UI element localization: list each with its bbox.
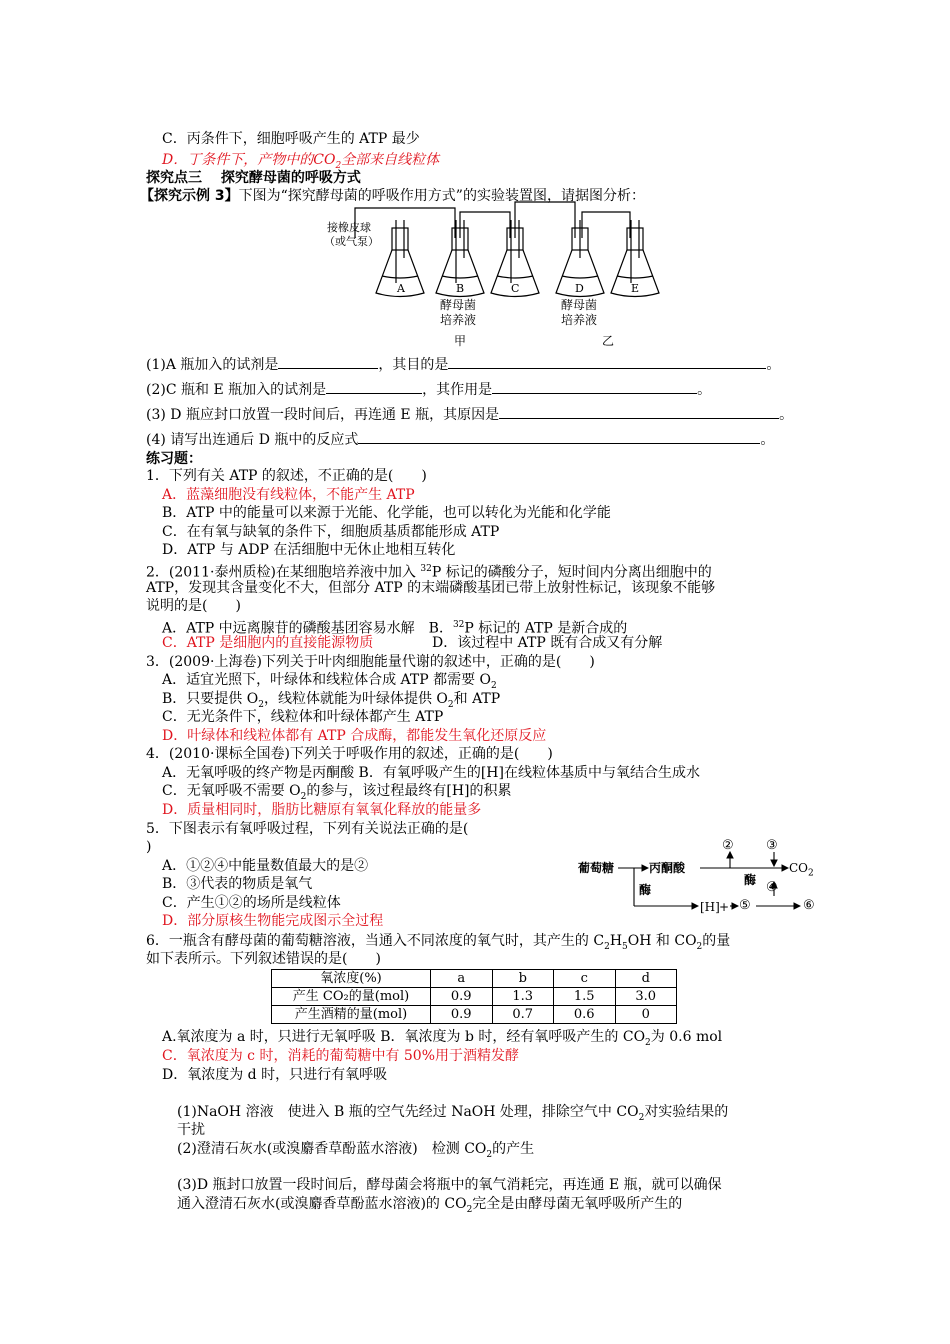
p6-ab-text: A.氧浓度为 a 时，只进行无氧呼吸 B．氧浓度为 b 时，经有氧呼吸产生的 CO bbox=[162, 1029, 646, 1045]
p5-option-c: C．产生①②的场所是线粒体 bbox=[162, 895, 341, 911]
diagram-co2 bbox=[789, 859, 814, 882]
p6-stem-1a: 6．一瓶含有酵母菌的葡萄糖溶液，当通入不同浓度的氧气时，其产生的 C bbox=[146, 933, 605, 949]
answer-3-line-1: (3)D 瓶封口放置一段时间后，酵母菌会将瓶中的氧气消耗完，再连通 E 瓶，就可以确保 bbox=[177, 1177, 722, 1193]
yeast-label-1: 酵母菌 bbox=[440, 298, 477, 312]
diagram-circle-2: ② bbox=[722, 838, 734, 853]
co2-text: CO bbox=[313, 152, 336, 168]
p4-option-d: D．质量相同时，脂肪比糖原有氧氧化释放的能量多 bbox=[162, 802, 482, 818]
p2-option-c: C．ATP 是细胞内的直接能源物质 bbox=[162, 635, 374, 651]
p5-stem-2: ) bbox=[146, 839, 152, 855]
p3-b2: ，线粒体就能为叶绿体提供 O bbox=[263, 691, 448, 707]
p4-c1: C．无氧呼吸不需要 O bbox=[162, 783, 301, 799]
option-c-top: C．丙条件下，细胞呼吸产生的 ATP 最少 bbox=[162, 131, 420, 147]
p1-stem: 1．下列有关 ATP 的叙述，不正确的是( ) bbox=[146, 468, 427, 484]
table-cell: 产生 CO₂的量(mol) bbox=[272, 988, 431, 1006]
p1-option-c: C．在有氧与缺氧的条件下，细胞质基质都能形成 ATP bbox=[162, 524, 500, 540]
p3-option-a-text: A．适宜光照下，叶绿体和线粒体合成 ATP 都需要 O bbox=[162, 672, 492, 688]
answer-1-line-1 bbox=[177, 1103, 728, 1127]
diagram-circle-5: ⑤ bbox=[739, 898, 751, 913]
diagram-enzyme-1: 酶 bbox=[639, 883, 652, 897]
p1-option-b: B．ATP 中的能量可以来源于光能、化学能，也可以转化为光能和化学能 bbox=[162, 505, 611, 521]
p5-option-d: D．部分原核生物能完成图示全过程 bbox=[162, 913, 384, 929]
q4-blank[interactable] bbox=[358, 430, 760, 444]
diagram-glucose: 葡萄糖 bbox=[578, 861, 615, 875]
p6-sub-a: 2 bbox=[604, 941, 610, 952]
table-row bbox=[272, 1006, 677, 1024]
p1-option-a: A．蓝藻细胞没有线粒体，不能产生 ATP bbox=[162, 487, 415, 503]
p5-stem-1: 5．下图表示有氧呼吸过程，下列有关说法正确的是( bbox=[146, 821, 469, 837]
section-title: 探究点三 探究酵母菌的呼吸方式 bbox=[146, 170, 361, 186]
question-1 bbox=[146, 355, 780, 374]
answer-2 bbox=[177, 1140, 534, 1164]
bottle-label-c: C bbox=[511, 282, 520, 295]
answer-2a: (2)澄清石灰水(或溴麝香草酚蓝水溶液) 检测 CO bbox=[177, 1141, 487, 1157]
practice-title: 练习题： bbox=[146, 451, 202, 467]
p3-option-c: C．无光条件下，线粒体和叶绿体都产生 ATP bbox=[162, 709, 444, 725]
p6-ab-text-2: 为 0.6 mol bbox=[650, 1029, 723, 1045]
group-jia: 甲 bbox=[454, 334, 467, 348]
q2-text-a: (2)C 瓶和 E 瓶加入的试剂是 bbox=[146, 382, 327, 398]
diagram-circle-4: ④ bbox=[766, 880, 778, 895]
answer-2b: 的产生 bbox=[492, 1141, 535, 1157]
q1-blank-2[interactable] bbox=[448, 355, 766, 369]
q2-blank-1[interactable] bbox=[326, 380, 422, 394]
p3-b-sub2: 2 bbox=[447, 699, 454, 710]
answer-1b: 对实验结果的 bbox=[644, 1104, 729, 1120]
diagram-co2-text: CO bbox=[789, 861, 809, 875]
p6-stem-1b: H bbox=[609, 933, 623, 949]
table-cell: 1.5 bbox=[554, 988, 616, 1006]
q2-blank-2[interactable] bbox=[492, 380, 697, 394]
p3-b3: 和 ATP bbox=[453, 691, 501, 707]
table-cell: 0 bbox=[615, 1006, 677, 1024]
pump-label-1: 接橡皮球 bbox=[327, 221, 371, 234]
table-cell: 产生酒精的量(mol) bbox=[272, 1006, 431, 1024]
q1-blank-1[interactable] bbox=[278, 355, 378, 369]
table-header: a bbox=[431, 970, 493, 988]
yeast-label-2: 酵母菌 bbox=[561, 298, 598, 312]
p6-ab-sub: 2 bbox=[645, 1037, 651, 1048]
answer-3b: 完全是由酵母菌无氧呼吸所产生的 bbox=[472, 1196, 683, 1212]
p2-stem-2: ATP，发现其含量变化不大，但部分 ATP 的末端磷酸基团已带上放射性标记，该现象不能够 bbox=[146, 580, 716, 596]
example-text: 下图为“探究酵母菌的呼吸作用方式”的实验装置图，请据图分析： bbox=[238, 188, 645, 204]
answer-1-sub: 2 bbox=[638, 1112, 645, 1123]
table-header: d bbox=[615, 970, 677, 988]
p2-sup: 32 bbox=[420, 564, 432, 574]
diagram-h: [H] bbox=[700, 900, 720, 914]
p2-option-d: D．该过程中 ATP 既有合成又有分解 bbox=[432, 635, 663, 651]
answer-3-line-2 bbox=[177, 1195, 682, 1219]
p5-option-b: B．③代表的物质是氧气 bbox=[162, 876, 313, 892]
medium-label-1: 培养液 bbox=[440, 313, 477, 327]
p2-stem-3: 说明的是( ) bbox=[146, 598, 241, 614]
bottle-label-e: E bbox=[631, 282, 640, 295]
q3-end: 。 bbox=[779, 407, 794, 423]
q4-text: (4) 请写出连通后 D 瓶中的反应式 bbox=[146, 432, 359, 448]
question-4 bbox=[146, 430, 774, 449]
table-cell: 0.9 bbox=[431, 988, 493, 1006]
answer-2-sub: 2 bbox=[486, 1149, 493, 1160]
p4-option-ab: A．无氧呼吸的终产物是丙酮酸 B．有氧呼吸产生的[H]在线粒体基质中与氧结合生成水 bbox=[162, 765, 700, 781]
bottle-label-d: D bbox=[575, 282, 584, 295]
p4-c2: 的参与，该过程最终有[H]的积累 bbox=[306, 783, 512, 799]
p1-option-d: D．ATP 与 ADP 在活细胞中无休止地相互转化 bbox=[162, 542, 456, 558]
table-cell: 0.6 bbox=[554, 1006, 616, 1024]
p3-option-d: D．叶绿体和线粒体都有 ATP 合成酶，都能发生氧化还原反应 bbox=[162, 728, 547, 744]
q3-text: (3) D 瓶应封口放置一段时间后，再连通 E 瓶，其原因是 bbox=[146, 407, 500, 423]
table-cell: 3.0 bbox=[615, 988, 677, 1006]
p2-option-b: P 标记的 ATP 是新合成的 bbox=[464, 620, 628, 637]
p6-option-c: C．氧浓度为 c 时，消耗的葡萄糖中有 50%用于酒精发酵 bbox=[162, 1048, 520, 1064]
q3-blank[interactable] bbox=[499, 405, 779, 419]
co2-sub: 2 bbox=[335, 160, 342, 171]
table-header: c bbox=[554, 970, 616, 988]
p6-sub-b: 5 bbox=[622, 941, 628, 952]
p3-stem: 3．(2009·上海卷)下列关于叶肉细胞能量代谢的叙述中，正确的是( ) bbox=[146, 654, 595, 670]
p6-sub-c: 2 bbox=[696, 941, 703, 952]
q2-text-b: ，其作用是 bbox=[422, 382, 493, 398]
q1-text-a: (1)A 瓶加入的试剂是 bbox=[146, 357, 279, 373]
table-cell: 1.3 bbox=[492, 988, 554, 1006]
table-row bbox=[272, 988, 677, 1006]
p3-a-sub: 2 bbox=[491, 680, 497, 691]
p6-stem-1c: OH 和 CO bbox=[627, 933, 697, 949]
table-cell: 0.7 bbox=[492, 1006, 554, 1024]
q2-end: 。 bbox=[697, 382, 712, 398]
option-d-text-b: 全部来自线粒体 bbox=[341, 152, 440, 168]
answer-3-sub: 2 bbox=[466, 1204, 473, 1215]
bottle-label-a: A bbox=[397, 282, 405, 295]
p4-stem: 4．(2010·课标全国卷)下列关于呼吸作用的叙述，正确的是( ) bbox=[146, 746, 553, 762]
question-3 bbox=[146, 405, 793, 424]
table-header: b bbox=[492, 970, 554, 988]
diagram-enzyme-2: 酶 bbox=[744, 873, 757, 887]
table-row bbox=[272, 970, 677, 988]
p2-option-a: A．ATP 中远离腺苷的磷酸基团容易水解 B． bbox=[162, 620, 453, 637]
p6-option-d: D．氧浓度为 d 时，只进行有氧呼吸 bbox=[162, 1067, 388, 1083]
bottle-label-b: B bbox=[456, 282, 465, 295]
answer-3a: 通入澄清石灰水(或溴麝香草酚蓝水溶液)的 CO bbox=[177, 1196, 467, 1212]
pump-label-2: （或气泵） bbox=[324, 235, 379, 248]
question-2 bbox=[146, 380, 711, 399]
option-d-text-a: D．丁条件下，产物中的 bbox=[162, 152, 314, 168]
table-cell: 0.9 bbox=[431, 1006, 493, 1024]
diagram-circle-6: ⑥ bbox=[803, 898, 815, 913]
answer-1-line-2: 干扰 bbox=[177, 1122, 205, 1138]
answer-1a: (1)NaOH 溶液 使进入 B 瓶的空气先经过 NaOH 处理，排除空气中 CO bbox=[177, 1104, 639, 1120]
q1-text-b: ，其目的是 bbox=[378, 357, 449, 373]
diagram-co2-sub: 2 bbox=[808, 868, 814, 879]
q4-end: 。 bbox=[760, 432, 775, 448]
table-header: 氧浓度(%) bbox=[272, 970, 431, 988]
group-yi: 乙 bbox=[602, 334, 615, 348]
p5-option-a: A．①②④中能量数值最大的是② bbox=[162, 858, 369, 874]
p6-stem-2: 如下表所示。下列叙述错误的是( ) bbox=[146, 951, 381, 967]
p3-b1: B．只要提供 O bbox=[162, 691, 259, 707]
p6-stem-1d: 的量 bbox=[702, 933, 731, 949]
q1-end: 。 bbox=[766, 357, 781, 373]
p2-stem-1b: P 标记的磷酸分子，短时间内分离出细胞中的 bbox=[431, 564, 712, 581]
p3-b-sub1: 2 bbox=[258, 699, 264, 710]
example-tag: 【探究示例 3】 bbox=[140, 188, 239, 204]
p2-option-b-sup: 32 bbox=[452, 620, 465, 630]
diagram-circle-3: ③ bbox=[766, 838, 778, 853]
p4-c-sub: 2 bbox=[300, 791, 307, 802]
diagram-plus: + bbox=[719, 900, 730, 914]
oxygen-table bbox=[271, 969, 677, 1024]
diagram-pyruvate: 丙酮酸 bbox=[649, 861, 686, 875]
medium-label-2: 培养液 bbox=[561, 313, 598, 327]
p2-stem-1a: 2．(2011·泰州质检)在某细胞培养液中加入 bbox=[146, 564, 421, 581]
